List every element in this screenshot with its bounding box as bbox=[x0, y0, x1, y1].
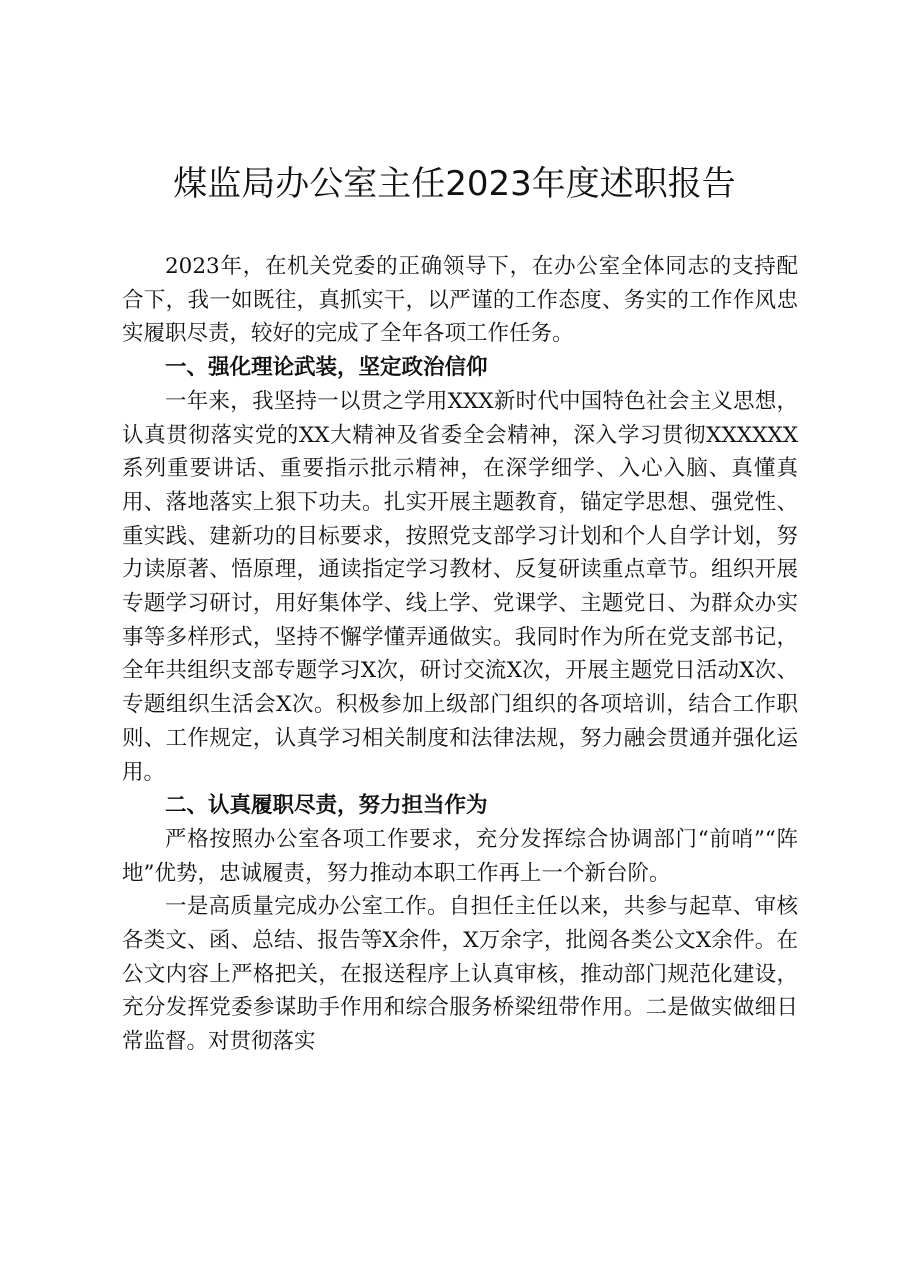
section-heading-1: 一、强化理论武装，坚定政治信仰 bbox=[165, 355, 488, 381]
document-title: 煤监局办公室主任2023年度述职报告 bbox=[173, 164, 736, 204]
intro-paragraph: 2023年，在机关党委的正确领导下，在办公室全体同志的支持配合下，我一如既往，真抓实干，以严谨的工作态度、务实的工作作风忠实履职尽责，较好的完成了全年各项工作任务。 bbox=[122, 254, 798, 347]
section-heading-2: 二、认真履职尽责，努力担当作为 bbox=[165, 793, 488, 819]
section-1-paragraph: 一年来，我坚持一以贯之学用XXX新时代中国特色社会主义思想，认真贯彻落实党的XX大精神及省委全会精神，深入学习贯彻XXXXXX系列重要讲话、重要指示批示精神，在深学细学、入心入脑、真懂真用、落地落实上狠下功夫。扎实开展主题教育，锚定学思想、强党性、重实践、建新功的目标要求，按照党支部学习计划和个人自学计划，努力读原著、悟原理，通读指定学习教材、反复研读重点章节。组织开展专题学习研讨，用好集体学、线上学、党课学、主题党日、为群众办实事等多样形式，坚持不懈学懂弄通做实。我同时作为所在党支部书记，全年共组织支部专题学习X次，研讨交流X次，开展主题党日活动X次、专题组织生活会X次。积极参加上级部门组织的各项培训，结合工作职则、工作规定，认真学习相关制度和法律法规，努力融会贯通并强化运用。 bbox=[122, 388, 798, 785]
section-2-intro-paragraph: 严格按照办公室各项工作要求，充分发挥综合协调部门“前哨”“阵地”优势，忠诚履责，努力推动本职工作再上一个新台阶。 bbox=[122, 826, 798, 886]
document-body bbox=[122, 250, 798, 1059]
section-2-detail-paragraph: 一是高质量完成办公室工作。自担任主任以来，共参与起草、审核各类文、函、总结、报告等X余件，X万余字，批阅各类公文X余件。在公文内容上严格把关，在报送程序上认真审核，推动部门规范化建设，充分发挥党委参谋助手作用和综合服务桥梁纽带作用。二是做实做细日常监督。对贯彻落实 bbox=[122, 894, 798, 1055]
